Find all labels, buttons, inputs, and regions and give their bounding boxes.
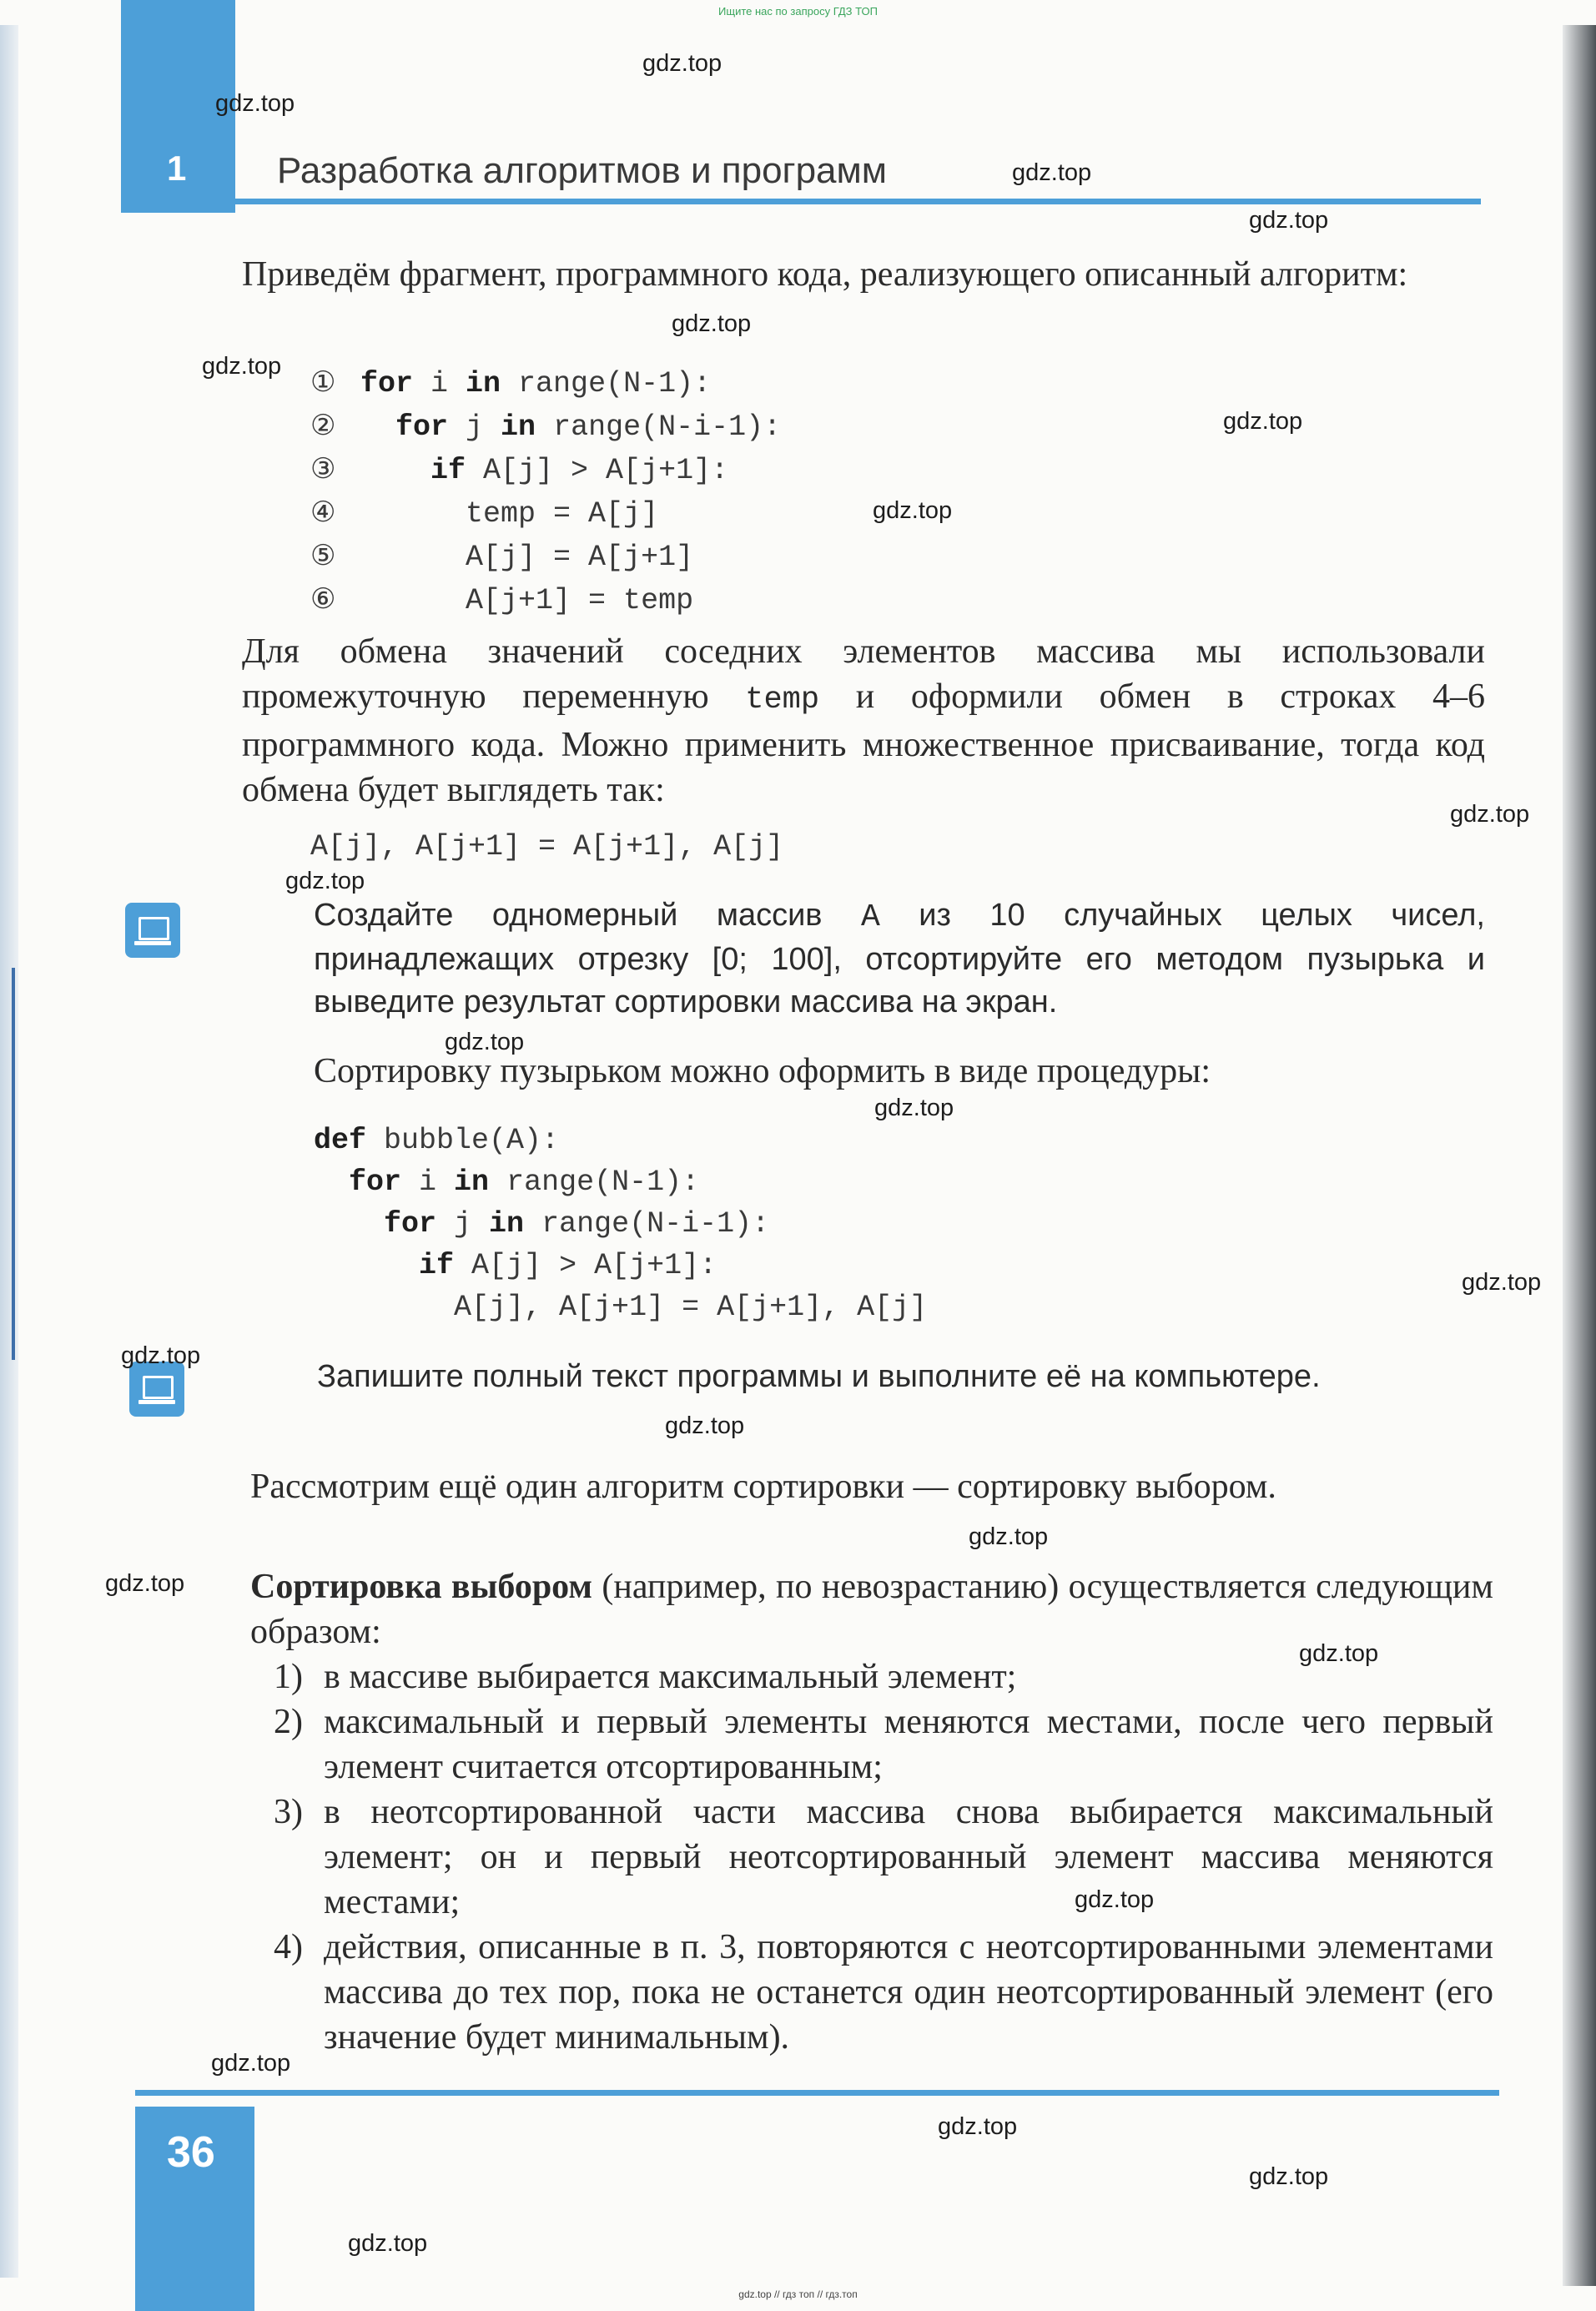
code-line	[310, 405, 781, 448]
watermark: gdz.top	[445, 1029, 525, 1055]
code-indent	[360, 410, 395, 444]
chapter-title: Разработка алгоритмов и программ	[277, 150, 888, 191]
code-keyword: in	[454, 1166, 490, 1199]
watermark: gdz.top	[938, 2113, 1018, 2140]
code-line	[314, 1120, 927, 1161]
code-line	[310, 578, 781, 622]
code-line	[314, 1161, 927, 1203]
watermark: gdz.top	[1249, 207, 1329, 234]
intro-text: Приведём фрагмент, программного кода, реализующего описанный алгоритм:	[242, 255, 1408, 294]
selection-term: Сортировка выбором	[250, 1568, 592, 1606]
page-rule	[135, 2090, 1499, 2096]
line-number: ⑤	[310, 539, 336, 572]
margin-marker	[12, 968, 15, 1360]
watermark: gdz.top	[1450, 801, 1530, 828]
code-line	[314, 1286, 927, 1328]
line-number: ④	[310, 496, 336, 529]
task-2-text: Запишите полный текст программы и выполните её на компьютере.	[317, 1359, 1321, 1394]
code-keyword: in	[501, 410, 536, 444]
code-indent	[360, 454, 430, 487]
task-1	[314, 894, 1485, 1024]
code-line	[310, 448, 781, 491]
code-keyword: in	[466, 367, 501, 400]
watermark: gdz.top	[211, 2050, 291, 2077]
list-item	[250, 1699, 1493, 1790]
code-text: A[j] > A[j+1]:	[466, 454, 729, 487]
chapter-number: 1	[167, 149, 187, 188]
watermark: gdz.top	[215, 90, 295, 117]
code-keyword: if	[430, 454, 466, 487]
code-text: i	[413, 367, 466, 400]
code-text: A[j+1] = temp	[466, 584, 694, 617]
watermark: gdz.top	[665, 1412, 745, 1439]
bottom-banner: gdz.top // гдз топ // гдз.топ	[738, 2288, 858, 2300]
code-indent	[360, 584, 466, 617]
swap-paragraph	[242, 629, 1485, 813]
selection-definition	[250, 1564, 1493, 2060]
watermark: gdz.top	[1223, 408, 1303, 435]
watermark: gdz.top	[202, 353, 282, 380]
code-indent	[314, 1249, 419, 1282]
line-number: ③	[310, 452, 336, 486]
chapter-rule	[121, 199, 1481, 204]
code-text: range(N-1):	[489, 1166, 700, 1199]
code-keyword: for	[395, 410, 449, 444]
watermark: gdz.top	[672, 310, 752, 337]
intro-paragraph	[242, 252, 1485, 297]
step-number: 2)	[274, 1703, 303, 1741]
swap-var: temp	[745, 682, 820, 717]
list-item	[250, 1925, 1493, 2060]
code-indent	[360, 497, 466, 531]
line-number: ⑥	[310, 582, 336, 616]
task-1-before: Создайте одномерный массив	[314, 898, 861, 933]
watermark: gdz.top	[1012, 159, 1092, 186]
line-number: ①	[310, 365, 336, 399]
code-indent	[314, 1207, 384, 1241]
code-text: j	[448, 410, 501, 444]
code-text: i	[401, 1166, 455, 1199]
watermark: gdz.top	[121, 1342, 201, 1369]
code-text: j	[436, 1207, 490, 1241]
code-text: bubble(A):	[366, 1124, 560, 1157]
watermark: gdz.top	[348, 2230, 428, 2257]
watermark: gdz.top	[1249, 2163, 1329, 2190]
watermark: gdz.top	[969, 1523, 1049, 1550]
code-keyword: for	[360, 367, 414, 400]
step-number: 3)	[274, 1793, 303, 1831]
swap-text-after: и оформили обмен в строках 4–6 программного кода. Можно применить множественное присваивание, тогда код обмена будет выглядеть так:	[242, 677, 1486, 809]
watermark: gdz.top	[105, 1570, 185, 1597]
code-keyword: for	[349, 1166, 402, 1199]
step-text: максимальный и первый элементы меняются местами, после чего первый элемент считается отсортированным;	[324, 1703, 1493, 1786]
task-1-after: из 10 случайных целых чисел, принадлежащих отрезку [0; 100], отсортируйте его методом пузырька и выведите результат сортировки массива на экран.	[314, 898, 1485, 1020]
code-indent	[360, 541, 466, 574]
code-text: temp = A[j]	[466, 497, 659, 531]
selection-intro-text: Рассмотрим ещё один алгоритм сортировки — сортировку выбором.	[250, 1468, 1276, 1506]
watermark: gdz.top	[285, 868, 365, 894]
watermark: gdz.top	[1462, 1269, 1542, 1296]
page-number: 36	[167, 2128, 215, 2177]
code-keyword: in	[489, 1207, 525, 1241]
watermark: gdz.top	[874, 1095, 954, 1121]
code-text: A[j] = A[j+1]	[466, 541, 694, 574]
computer-icon	[125, 903, 180, 958]
code-text: A[j] > A[j+1]:	[454, 1249, 717, 1282]
step-text: в массиве выбирается максимальный элемент;	[324, 1658, 1017, 1696]
step-text: действия, описанные в п. 3, повторяются с неотсортированными элементами массива до тех пор, пока не останется один неотсортированный элемент (его значение будет минимальным).	[324, 1928, 1493, 2057]
procedure-intro-text: Сортировку пузырьком можно оформить в виде процедуры:	[314, 1052, 1211, 1090]
line-number: ②	[310, 409, 336, 442]
code-keyword: for	[384, 1207, 437, 1241]
code-text: range(N-i-1):	[524, 1207, 770, 1241]
code-indent	[314, 1166, 349, 1199]
selection-steps	[250, 1654, 1493, 2060]
watermark: gdz.top	[873, 497, 953, 524]
watermark: gdz.top	[1299, 1640, 1379, 1667]
code-block-procedure	[314, 1120, 927, 1328]
selection-intro	[250, 1464, 1493, 1509]
step-number: 1)	[274, 1658, 303, 1696]
page-number-tab	[135, 2107, 254, 2311]
task-1-var: A	[860, 899, 880, 935]
swap-code-line: A[j], A[j+1] = A[j+1], A[j]	[310, 830, 784, 863]
step-number: 4)	[274, 1928, 303, 1966]
watermark: gdz.top	[1075, 1886, 1155, 1913]
code-block-bubble	[310, 361, 781, 622]
code-text: range(N-1):	[501, 367, 712, 400]
code-keyword: def	[314, 1124, 367, 1157]
book-spine-shadow	[1563, 25, 1596, 2286]
code-keyword: if	[419, 1249, 455, 1282]
top-banner: Ищите нас по запросу ГДЗ ТОП	[718, 5, 878, 18]
list-item	[250, 1790, 1493, 1925]
watermark: gdz.top	[642, 50, 722, 77]
selection-def-text: (например, по невозрастанию) осуществляется следующим образом:	[250, 1568, 1493, 1651]
swap-text-before: Для обмена значений соседних элементов массива мы использовали промежуточную переменную	[242, 632, 1485, 716]
code-text: range(N-i-1):	[536, 410, 782, 444]
code-line	[310, 361, 781, 405]
task-2	[317, 1356, 1485, 1398]
code-line	[314, 1245, 927, 1286]
code-indent	[314, 1291, 454, 1324]
step-text: в неотсортированной части массива снова выбирается максимальный элемент; он и первый неотсортированный элемент массива меняются местами;	[324, 1793, 1493, 1921]
page-edge-left	[0, 25, 18, 2278]
code-text: A[j], A[j+1] = A[j+1], A[j]	[454, 1291, 928, 1324]
code-line	[310, 535, 781, 578]
code-line	[314, 1203, 927, 1245]
code-line	[310, 491, 781, 535]
